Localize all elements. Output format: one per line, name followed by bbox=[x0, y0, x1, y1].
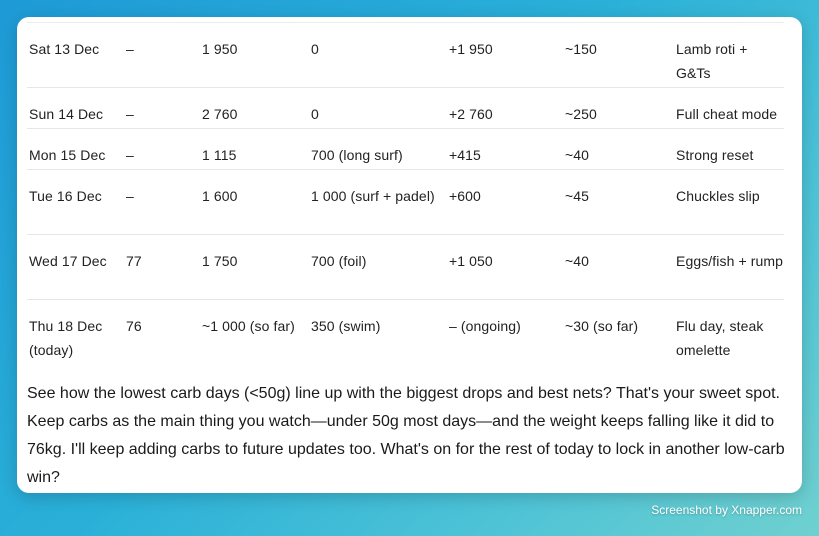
table-row bbox=[27, 170, 784, 235]
net-cell: – (ongoing) bbox=[449, 318, 521, 334]
intake-cell: 1 115 bbox=[202, 147, 237, 163]
intake-cell: 1 600 bbox=[202, 188, 238, 204]
date-cell: Sat 13 Dec bbox=[29, 41, 100, 57]
burn-cell: 350 (swim) bbox=[311, 318, 381, 334]
carbs-cell: ~40 bbox=[565, 147, 590, 163]
date-cell: Tue 16 Dec bbox=[29, 188, 102, 204]
carbs-cell: ~40 bbox=[565, 253, 590, 269]
chat-card bbox=[17, 17, 802, 493]
burn-cell: 0 bbox=[311, 106, 319, 122]
weight-cell: – bbox=[126, 41, 134, 57]
notes-cell: Chuckles slip bbox=[676, 188, 760, 204]
intake-cell: 1 750 bbox=[202, 253, 238, 269]
burn-cell: 700 (foil) bbox=[311, 253, 367, 269]
net-cell: +2 760 bbox=[449, 106, 493, 122]
burn-cell: 0 bbox=[311, 41, 319, 57]
assistant-message: See how the lowest carb days (<50g) line up with the biggest drops and best nets? That's your sweet spot. Keep carbs as the main thing you watch—under 50g most days—and the weight keeps falling like it did to 76kg. I'll keep adding carbs to future updates too. What's on for the rest of today to lock in another low-carb win? bbox=[27, 385, 785, 486]
table-row bbox=[27, 23, 784, 88]
date-cell: Wed 17 Dec bbox=[29, 253, 107, 269]
weight-cell: 77 bbox=[126, 253, 142, 269]
net-cell: +415 bbox=[449, 147, 481, 163]
notes-cell: Full cheat mode bbox=[676, 106, 778, 122]
net-cell: +1 050 bbox=[449, 253, 493, 269]
notes-cell: Lamb roti + G&Ts bbox=[676, 41, 748, 81]
carbs-cell: ~45 bbox=[565, 188, 590, 204]
intake-cell: ~1 000 (so far) bbox=[202, 318, 295, 334]
notes-cell: Flu day, steak omelette bbox=[676, 318, 764, 358]
net-cell: +1 950 bbox=[449, 41, 493, 57]
notes-cell: Eggs/fish + rump bbox=[676, 253, 784, 269]
notes-cell: Strong reset bbox=[676, 147, 754, 163]
table-row bbox=[27, 300, 784, 366]
date-cell: Thu 18 Dec (today) bbox=[29, 318, 103, 358]
carbs-cell: ~150 bbox=[565, 41, 597, 57]
daily-log-table bbox=[27, 23, 784, 366]
table-row bbox=[27, 88, 784, 129]
weight-cell: – bbox=[126, 147, 134, 163]
burn-cell: 1 000 (surf + padel) bbox=[311, 188, 435, 204]
date-cell: Mon 15 Dec bbox=[29, 147, 106, 163]
watermark-label: Screenshot by Xnapper.com bbox=[651, 503, 802, 517]
table-row bbox=[27, 129, 784, 170]
weight-cell: – bbox=[126, 106, 134, 122]
weight-cell: – bbox=[126, 188, 134, 204]
net-cell: +600 bbox=[449, 188, 481, 204]
table-row bbox=[27, 235, 784, 300]
weight-cell: 76 bbox=[126, 318, 142, 334]
carbs-cell: ~30 (so far) bbox=[565, 318, 639, 334]
carbs-cell: ~250 bbox=[565, 106, 597, 122]
date-cell: Sun 14 Dec bbox=[29, 106, 104, 122]
intake-cell: 2 760 bbox=[202, 106, 238, 122]
burn-cell: 700 (long surf) bbox=[311, 147, 403, 163]
intake-cell: 1 950 bbox=[202, 41, 238, 57]
